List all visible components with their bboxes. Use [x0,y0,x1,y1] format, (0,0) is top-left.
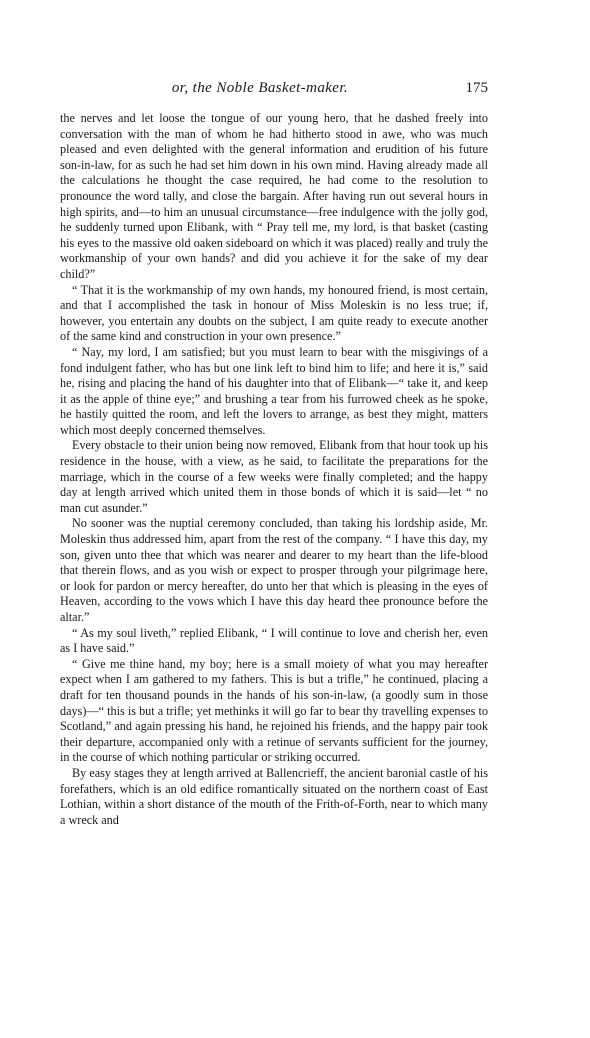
paragraph: “ Give me thine hand, my boy; here is a small moiety of what you may hereafter expect when I am gathered to my fathers. This is but a trifle,” he continued, placing a draft for ten thousand pounds in the hands of his son-in-law, (a goodly sum in those days)—“ this is but a trifle; yet methinks it will go far to bear thy travelling expenses to Scotland,” and again pressing his hand, he rejoined his friends, and the happy pair took their departure, accompanied only with a retinue of servants sufficient for the journey, in the course of which nothing particular or striking occurred. [60,656,488,765]
paragraph: “ As my soul liveth,” replied Elibank, “ I will continue to love and cherish her, even as I have said.” [60,625,488,656]
paragraph: Every obstacle to their union being now removed, Elibank from that hour took up his residence in the house, with a view, as he said, to facilitate the preparations for the marriage, which in the course of a few weeks were finally completed; and the happy day at length arrived which united them in those bonds of which it is said—let “ no man cut asunder.” [60,438,488,515]
paragraph: the nerves and let loose the tongue of our young hero, that he dashed freely into conversation with the man of whom he had hitherto stood in awe, who was much pleased and even delighted with the general information and erudition of his future son-in-law, for as such he had set him down in his own mind. Having already made all the calculations he thought the case required, he had come to the resolution to pronounce the word tally, and close the bargain. After having run out several hours in high spirits, and—to him an unusual circumstance—free indulgence with the jolly god, he suddenly turned upon Elibank, with “ Pray tell me, my lord, is that basket (casting his eyes to the massive old oaken sideboard on which it was placed) really and truly the workmanship of your own hands? and did you achieve it for the sake of my dear child?” [60,111,488,281]
body-text [60,111,488,828]
page-number: 175 [465,80,488,96]
paragraph: “ Nay, my lord, I am satisfied; but you must learn to bear with the misgivings of a fond indulgent father, who has but one link left to bind him to life; and here it is,” said he, rising and placing the hand of his daughter into that of Elibank—“ take it, and keep it as the apple of thine eye;” and brushing a tear from his furrowed cheek as he spoke, he hastily quitted the room, and left the lovers to arrange, as best they might, matters which most deeply concerned themselves. [60,344,488,437]
paragraph: By easy stages they at length arrived at Ballencrieff, the ancient baronial castle of his forefathers, which is an old edifice romantically situated on the northern coast of East Lothian, within a short distance of the mouth of the Frith-of-Forth, near to which many a wreck and [60,765,488,827]
paragraph: No sooner was the nuptial ceremony concluded, than taking his lordship aside, Mr. Moleskin thus addressed him, apart from the rest of the company. “ I have this day, my son, given unto thee that which was nearer and dearer to my heart than the life-blood that therein flows, and as you wish or expect to prosper through your pilgrimage here, or look for pardon or mercy hereafter, do unto her that which is pleasing in the eyes of Heaven, according to the vows which I have this day heard thee pronounce before the altar.” [60,516,488,624]
paragraph: “ That it is the workmanship of my own hands, my honoured friend, is most certain, and that I accomplished the task in honour of Miss Moleskin is no less true; if, however, you entertain any doubts on the subject, I am quite ready to execute another of the same kind and construction in your own presence.” [60,282,488,344]
page-header [0,80,590,102]
running-title: or, the Noble Basket-maker. [171,80,349,96]
